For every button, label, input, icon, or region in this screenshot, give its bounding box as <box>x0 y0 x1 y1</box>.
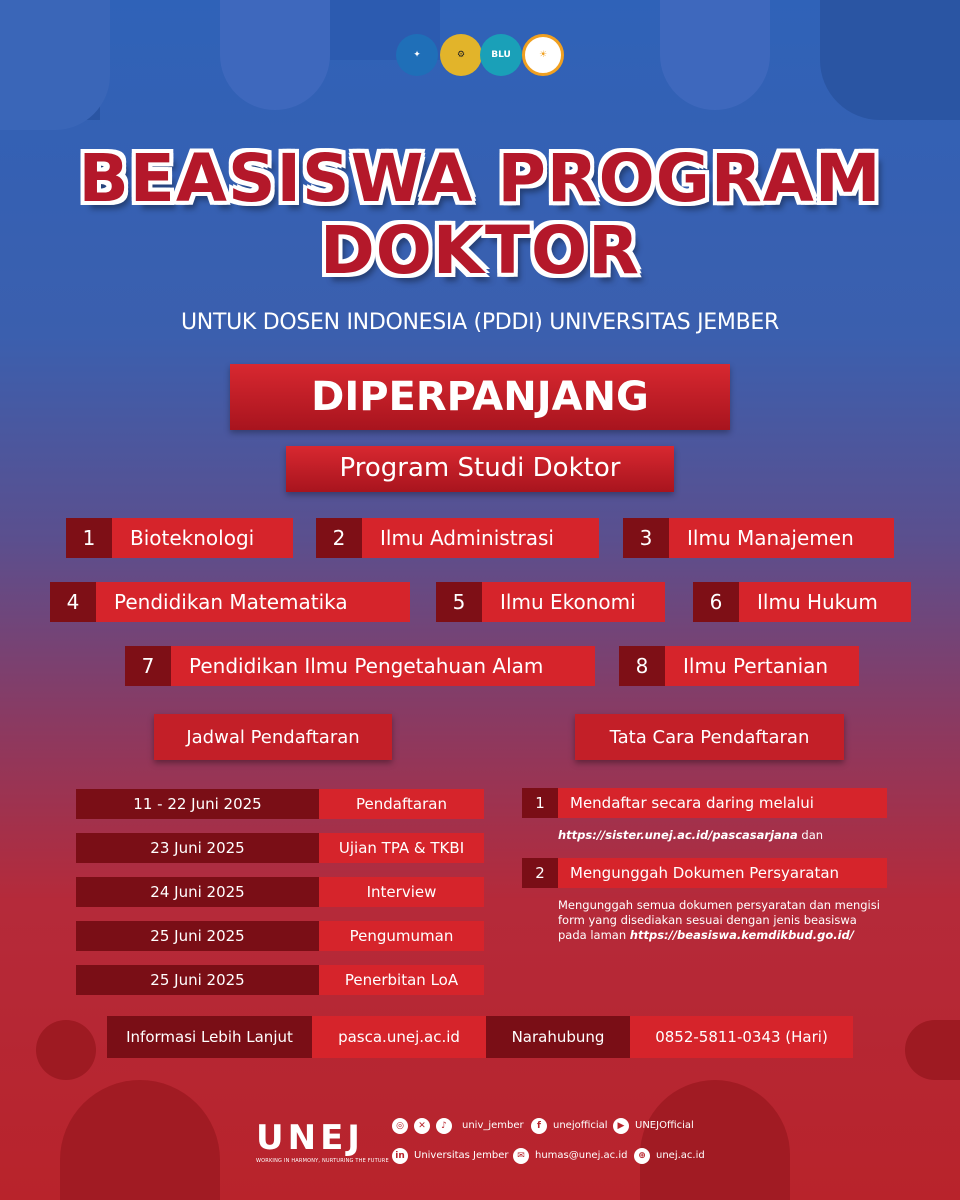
blu-logo: BLU <box>480 34 522 76</box>
tiktok-icon[interactable]: ♪ <box>436 1118 452 1134</box>
berdampak-logo: ☀ <box>522 34 564 76</box>
linkedin-icon[interactable]: in <box>392 1148 408 1164</box>
program-label: Ilmu Hukum <box>739 582 911 622</box>
program-number: 7 <box>125 646 171 686</box>
program-number: 5 <box>436 582 482 622</box>
youtube-icon[interactable]: ▶ <box>613 1118 629 1134</box>
schedule-date: 23 Juni 2025 <box>76 833 319 863</box>
program-number: 6 <box>693 582 739 622</box>
program-number: 1 <box>66 518 112 558</box>
subtitle: UNTUK DOSEN INDONESIA (PDDI) UNIVERSITAS JEMBER <box>181 310 779 335</box>
program-number: 2 <box>316 518 362 558</box>
schedule-row <box>76 965 484 995</box>
unej-brand: UNEJ <box>256 1118 364 1158</box>
program-label: Pendidikan Matematika <box>96 582 410 622</box>
step-note <box>558 898 880 943</box>
bg-shape <box>0 0 110 130</box>
contact-number: 0852-5811-0343 (Hari) <box>630 1016 853 1058</box>
program-label: Ilmu Administrasi <box>362 518 599 558</box>
program-item <box>316 518 599 558</box>
schedule-event: Pendaftaran <box>319 789 484 819</box>
facebook-icon[interactable]: f <box>531 1118 547 1134</box>
schedule-date: 24 Juni 2025 <box>76 877 319 907</box>
program-number: 3 <box>623 518 669 558</box>
schedule-heading: Jadwal Pendaftaran <box>154 714 392 760</box>
bg-shape <box>220 0 330 110</box>
bg-shape <box>640 1080 790 1200</box>
procedure-heading: Tata Cara Pendaftaran <box>575 714 844 760</box>
x-icon[interactable]: ✕ <box>414 1118 430 1134</box>
website-link[interactable]: pasca.unej.ac.id <box>312 1016 486 1058</box>
bg-shape <box>905 1020 960 1080</box>
program-label: Ilmu Ekonomi <box>482 582 665 622</box>
step-note <box>558 828 823 843</box>
program-label: Pendidikan Ilmu Pengetahuan Alam <box>171 646 595 686</box>
schedule-date: 11 - 22 Juni 2025 <box>76 789 319 819</box>
schedule-event: Ujian TPA & TKBI <box>319 833 484 863</box>
website-footer[interactable]: unej.ac.id <box>656 1150 705 1161</box>
beasiswa-link[interactable]: https://beasiswa.kemdikbud.go.id/ <box>629 928 854 942</box>
social-handle[interactable]: UNEJOfficial <box>635 1120 694 1131</box>
schedule-row <box>76 789 484 819</box>
procedure-step <box>522 858 887 888</box>
program-heading: Program Studi Doktor <box>286 446 674 492</box>
schedule-row <box>76 833 484 863</box>
schedule-event: Pengumuman <box>319 921 484 951</box>
title-line1: BEASISWA PROGRAM <box>78 140 882 217</box>
step-label: Mendaftar secara daring melalui <box>558 788 887 818</box>
program-label: Ilmu Pertanian <box>665 646 859 686</box>
contact-label: Narahubung <box>486 1016 630 1058</box>
schedule-row <box>76 921 484 951</box>
kemdikbud-logo: ✦ <box>396 34 438 76</box>
email-icon[interactable]: ✉ <box>513 1148 529 1164</box>
program-item <box>619 646 859 686</box>
program-number: 8 <box>619 646 665 686</box>
schedule-event: Interview <box>319 877 484 907</box>
step-label: Mengunggah Dokumen Persyaratan <box>558 858 887 888</box>
program-item <box>693 582 911 622</box>
social-handle[interactable]: unejofficial <box>553 1120 608 1131</box>
unej-logo: ⚙ <box>440 34 482 76</box>
bg-shape <box>36 1020 96 1080</box>
schedule-date: 25 Juni 2025 <box>76 965 319 995</box>
schedule-date: 25 Juni 2025 <box>76 921 319 951</box>
status-banner: DIPERPANJANG <box>230 364 730 430</box>
program-number: 4 <box>50 582 96 622</box>
step-note-line: pada laman <box>558 928 630 942</box>
program-item <box>125 646 595 686</box>
program-item <box>66 518 293 558</box>
program-item <box>436 582 665 622</box>
bg-shape <box>60 1080 220 1200</box>
unej-tagline: WORKING IN HARMONY, NURTURING THE FUTURE <box>256 1158 389 1164</box>
social-handle[interactable]: Universitas Jember <box>414 1150 509 1161</box>
program-label: Bioteknologi <box>112 518 293 558</box>
globe-icon[interactable]: ⊕ <box>634 1148 650 1164</box>
step-note-line: Mengunggah semua dokumen persyaratan dan mengisi <box>558 898 880 912</box>
program-item <box>623 518 894 558</box>
bg-shape <box>660 0 770 110</box>
bg-shape <box>820 0 960 120</box>
step-note-tail: dan <box>797 828 824 842</box>
program-item <box>50 582 410 622</box>
step-number: 1 <box>522 788 558 818</box>
info-label: Informasi Lebih Lanjut <box>107 1016 312 1058</box>
procedure-step <box>522 788 887 818</box>
step-note-line: form yang disediakan sesuai dengan jenis beasiswa <box>558 913 857 927</box>
sister-link[interactable]: https://sister.unej.ac.id/pascasarjana <box>558 828 798 842</box>
step-number: 2 <box>522 858 558 888</box>
title-line2: DOKTOR <box>320 212 640 289</box>
schedule-row <box>76 877 484 907</box>
program-label: Ilmu Manajemen <box>669 518 894 558</box>
instagram-icon[interactable]: ◎ <box>392 1118 408 1134</box>
email-address[interactable]: humas@unej.ac.id <box>535 1150 628 1161</box>
social-handle[interactable]: univ_jember <box>462 1120 524 1131</box>
schedule-event: Penerbitan LoA <box>319 965 484 995</box>
